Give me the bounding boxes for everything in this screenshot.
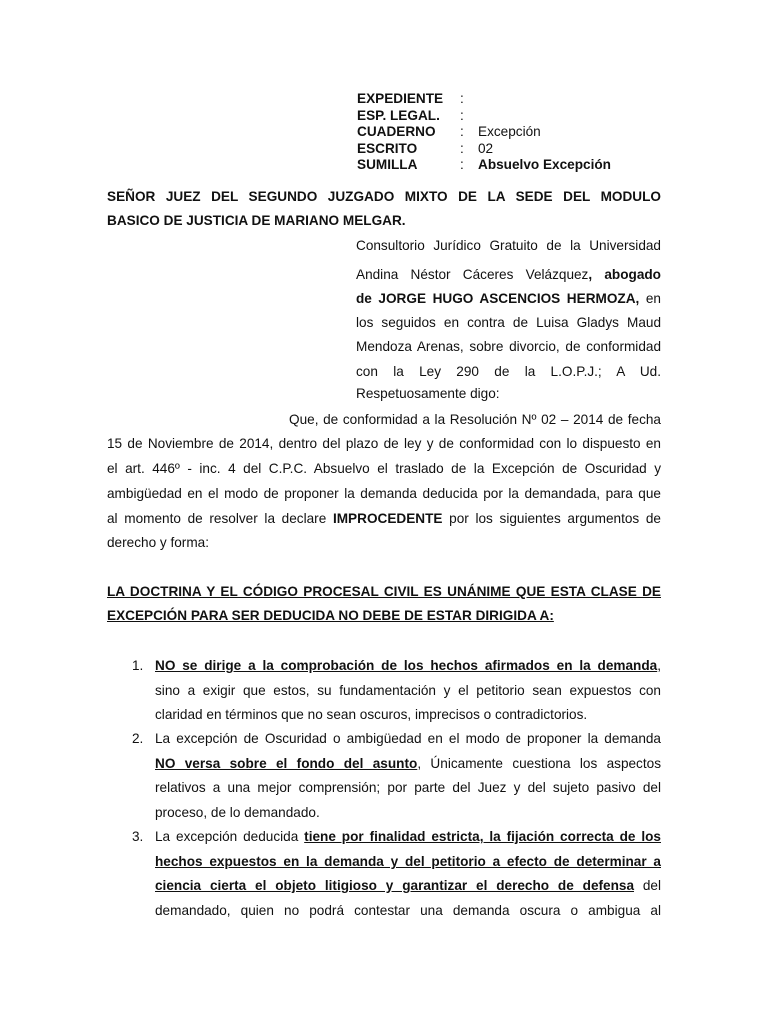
item-text: del <box>634 878 661 893</box>
header-colon: : <box>460 107 464 123</box>
intro-line-4: los seguidos en contra de Luisa Gladys Maud <box>356 315 661 330</box>
intro-line-6: con la Ley 290 de la L.O.P.J.; A Ud. <box>356 364 661 379</box>
header-label: CUADERNO <box>357 124 436 139</box>
item-text: , Únicamente cuestiona los aspectos <box>417 756 661 771</box>
header-colon: : <box>460 140 464 156</box>
section-heading-line-2: EXCEPCIÓN PARA SER DEDUCIDA NO DEBE DE ESTAR DIRIGIDA A: <box>107 608 554 623</box>
item-number-2: 2. <box>132 731 144 746</box>
intro-line-3 <box>356 291 661 306</box>
item-2-line-4: proceso, de lo demandado. <box>155 805 320 820</box>
item-3-line-1 <box>155 829 661 844</box>
header-label: ESCRITO <box>357 140 418 156</box>
intro-text: Andina Néstor Cáceres Velázquez <box>356 267 589 282</box>
body-text: al momento de resolver la declare <box>107 511 333 526</box>
improcedente-text: IMPROCEDENTE <box>332 511 443 526</box>
intro-line-2 <box>356 267 661 282</box>
header-label: SUMILLA <box>357 157 418 172</box>
header-label: ESP. LEGAL. <box>357 107 440 123</box>
client-name: de JORGE HUGO ASCENCIOS HERMOZA, <box>356 291 640 306</box>
intro-line-1: Consultorio Jurídico Gratuito de la Universidad <box>356 238 661 253</box>
item-emphasis: NO versa sobre el fondo del asunto <box>155 756 418 771</box>
item-2-line-2 <box>155 756 661 771</box>
item-text: , <box>657 658 661 673</box>
item-3-line-2: hechos expuestos en la demanda y del petitorio a efecto de determinar a <box>155 854 661 869</box>
header-value: Absuelvo Excepción <box>478 157 611 172</box>
body-line-3: el art. 446º - inc. 4 del C.P.C. Absuelvo el traslado de la Excepción de Oscuridad y <box>107 461 661 476</box>
body-text: por los siguientes argumentos de <box>442 511 661 526</box>
header-colon: : <box>460 124 464 139</box>
item-1-line-1 <box>155 658 661 673</box>
section-heading-line-1: LA DOCTRINA Y EL CÓDIGO PROCESAL CIVIL ES UNÁNIME QUE ESTA CLASE DE <box>107 584 661 599</box>
body-line-5 <box>107 511 661 526</box>
item-emphasis: tiene por finalidad estricta, la fijación correcta de los <box>304 829 661 844</box>
header-row-esp-legal <box>357 108 611 125</box>
body-line-6: derecho y forma: <box>107 535 209 550</box>
intro-line-5: Mendoza Arenas, sobre divorcio, de conformidad <box>356 339 661 354</box>
header-row-cuaderno <box>357 124 611 141</box>
intro-role: , abogado <box>588 267 661 282</box>
item-2-line-1: La excepción de Oscuridad o ambigüedad en el modo de proponer la demanda <box>155 731 661 746</box>
body-line-4: ambigüedad en el modo de proponer la demanda deducida por la demandada, para que <box>107 486 661 501</box>
header-colon: : <box>460 157 464 172</box>
item-2-line-3: relativos a una mejor comprensión; por parte del Juez y del sujeto pasivo del <box>155 780 661 795</box>
case-header <box>357 91 611 174</box>
item-emphasis: NO se dirige a la comprobación de los hechos afirmados en la demanda <box>155 658 658 673</box>
item-3-line-3 <box>155 878 661 893</box>
header-row-sumilla <box>357 157 611 174</box>
item-number-1: 1. <box>132 658 144 673</box>
body-line-1: Que, de conformidad a la Resolución Nº 02 – 2014 de fecha <box>289 412 661 427</box>
item-1-line-3: claridad en términos que no sean oscuros, imprecisos o contradictorios. <box>155 707 588 722</box>
header-value <box>478 108 611 125</box>
header-label: EXPEDIENTE <box>357 91 444 106</box>
header-value: Excepción <box>478 124 541 139</box>
header-row-expediente <box>357 91 611 108</box>
addressee-line-2: BASICO DE JUSTICIA DE MARIANO MELGAR. <box>107 213 406 228</box>
header-value: 02 <box>478 140 494 156</box>
item-text: La excepción deducida <box>155 829 305 844</box>
addressee-line-1: SEÑOR JUEZ DEL SEGUNDO JUZGADO MIXTO DE LA SEDE DEL MODULO <box>107 189 661 204</box>
item-3-line-4: demandado, quien no podrá contestar una demanda oscura o ambigua al <box>155 903 661 918</box>
item-emphasis: ciencia cierta el objeto litigioso y garantizar el derecho de defensa <box>155 878 635 893</box>
item-1-line-2: sino a exigir que estos, su fundamentación y el petitorio sean expuestos con <box>155 683 661 698</box>
item-number-3: 3. <box>132 829 144 844</box>
header-value <box>478 91 611 108</box>
body-line-2: 15 de Noviembre de 2014, dentro del plazo de ley y de conformidad con lo dispuesto en <box>107 436 661 451</box>
intro-line-7: Respetuosamente digo: <box>356 386 500 401</box>
intro-text: en <box>639 291 661 306</box>
header-row-escrito <box>357 141 611 158</box>
header-colon: : <box>460 91 464 106</box>
